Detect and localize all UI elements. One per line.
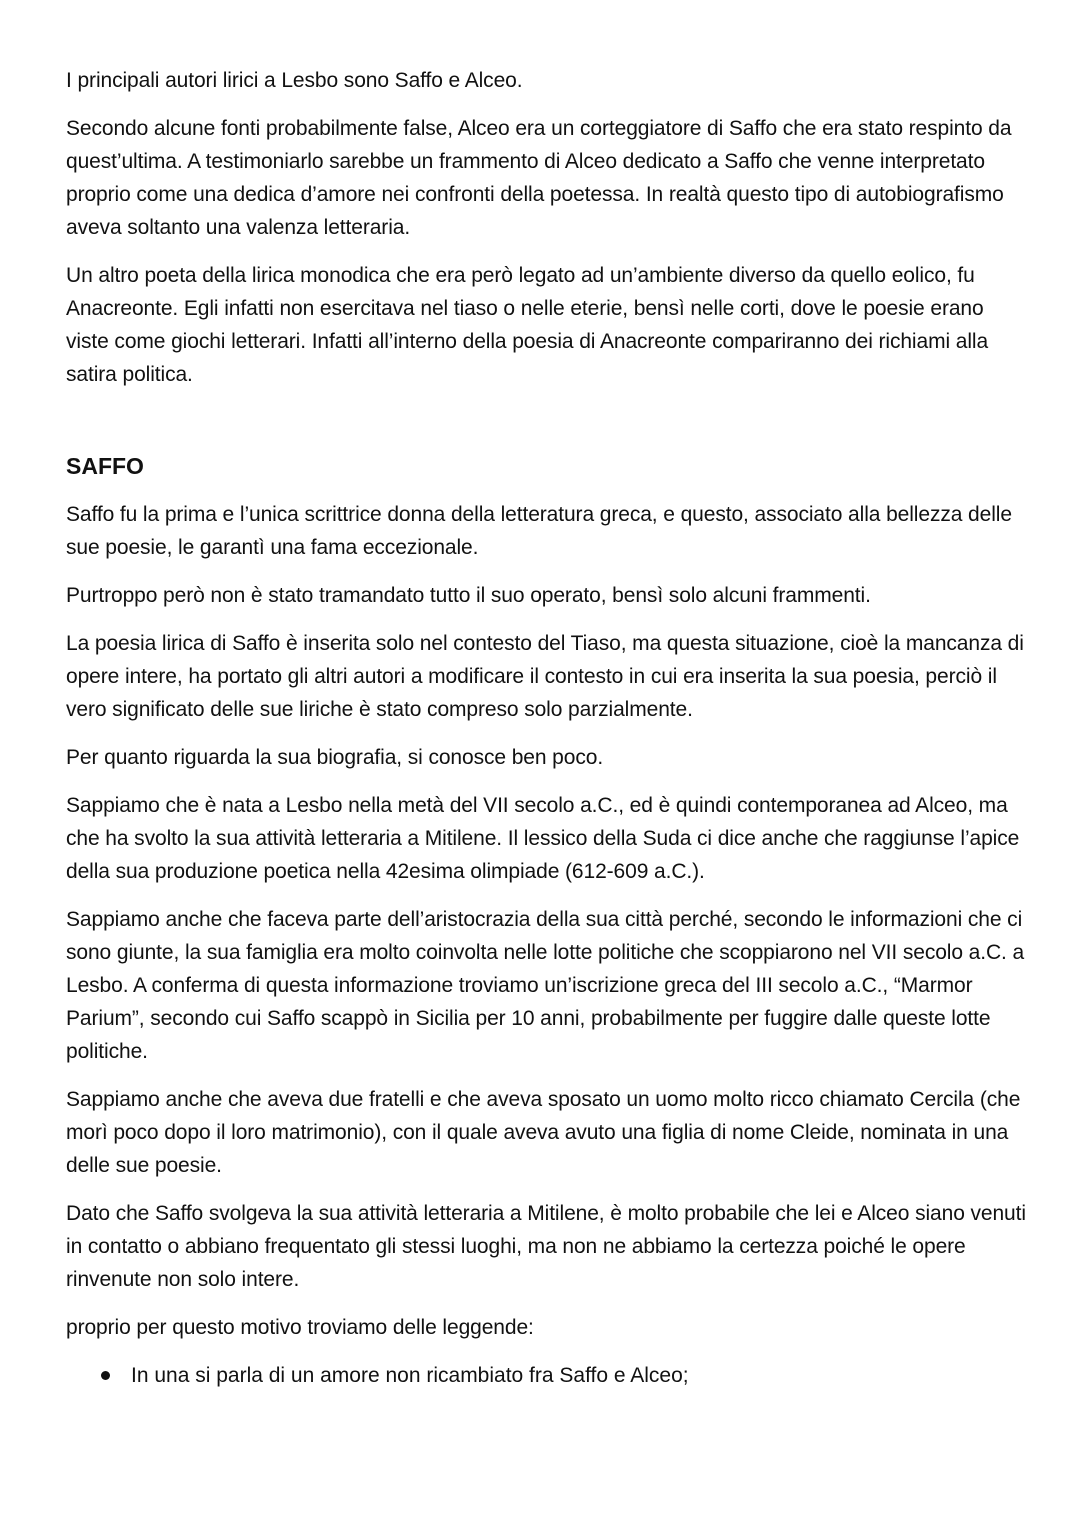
intro-paragraph-1: I principali autori lirici a Lesbo sono Saffo e Alceo. (66, 69, 523, 92)
section-paragraph-3: La poesia lirica di Saffo è inserita solo nel contesto del Tiaso, ma questa situazione, cioè la mancanza di opere intere, ha portato gli altri autori a modificare il contesto in cui era inserita la sua poesia, perciò il vero significato delle sue liriche è stato compreso solo parzialmente. (66, 632, 1024, 721)
list-item-text: In una si parla di un amore non ricambiato fra Saffo e Alceo; (131, 1364, 689, 1387)
bullet-icon (101, 1371, 110, 1380)
section-paragraph-2: Purtroppo però non è stato tramandato tutto il suo operato, bensì solo alcuni frammenti. (66, 584, 871, 607)
document-page (66, 64, 1026, 1392)
intro-paragraph-3: Un altro poeta della lirica monodica che era però legato ad un’ambiente diverso da quello eolico, fu Anacreonte. Egli infatti non esercitava nel tiaso o nelle eterie, bensì nelle corti, dove le poesie erano viste come giochi letterari. Infatti all’interno della poesia di Anacreonte compariranno dei richiami alla satira politica. (66, 264, 989, 386)
legend-list (66, 1359, 1026, 1392)
list-item (66, 1359, 1026, 1392)
section-paragraph-8: Dato che Saffo svolgeva la sua attività letteraria a Mitilene, è molto probabile che lei e Alceo siano venuti in contatto o abbiano frequentato gli stessi luoghi, ma non ne abbiamo la certezza poiché le opere rinvenute non solo intere. (66, 1202, 1026, 1291)
intro-paragraph-2: Secondo alcune fonti probabilmente false, Alceo era un corteggiatore di Saffo che era stato respinto da quest’ultima. A testimoniarlo sarebbe un frammento di Alceo dedicato a Saffo che venne interpretato proprio come una dedica d’amore nei confronti della poetessa. In realtà questo tipo di autobiografismo aveva soltanto una valenza letteraria. (66, 117, 1012, 239)
section-paragraph-7: Sappiamo anche che aveva due fratelli e che aveva sposato un uomo molto ricco chiamato Cercila (che morì poco dopo il loro matrimonio), con il quale aveva avuto una figlia di nome Cleide, nominata in una delle sue poesie. (66, 1088, 1021, 1177)
section-paragraph-9: proprio per questo motivo troviamo delle leggende: (66, 1316, 534, 1339)
section-paragraph-4: Per quanto riguarda la sua biografia, si conosce ben poco. (66, 746, 604, 769)
section-paragraph-6: Sappiamo anche che faceva parte dell’aristocrazia della sua città perché, secondo le informazioni che ci sono giunte, la sua famiglia era molto coinvolta nelle lotte politiche che scoppiarono nel VII secolo a.C. a Lesbo. A conferma di questa informazione troviamo un’iscrizione greca del III secolo a.C., “Marmor Parium”, secondo cui Saffo scappò in Sicilia per 10 anni, probabilmente per fuggire dalle queste lotte politiche. (66, 908, 1025, 1063)
section-heading: SAFFO (66, 453, 144, 479)
section-paragraph-1: Saffo fu la prima e l’unica scrittrice donna della letteratura greca, e questo, associato alla bellezza delle sue poesie, le garantì una fama eccezionale. (66, 503, 1012, 559)
section-paragraph-5: Sappiamo che è nata a Lesbo nella metà del VII secolo a.C., ed è quindi contemporanea ad Alceo, ma che ha svolto la sua attività letteraria a Mitilene. Il lessico della Suda ci dice anche che raggiunse l’apice della sua produzione poetica nella 42esima olimpiade (612-609 a.C.). (66, 794, 1020, 883)
